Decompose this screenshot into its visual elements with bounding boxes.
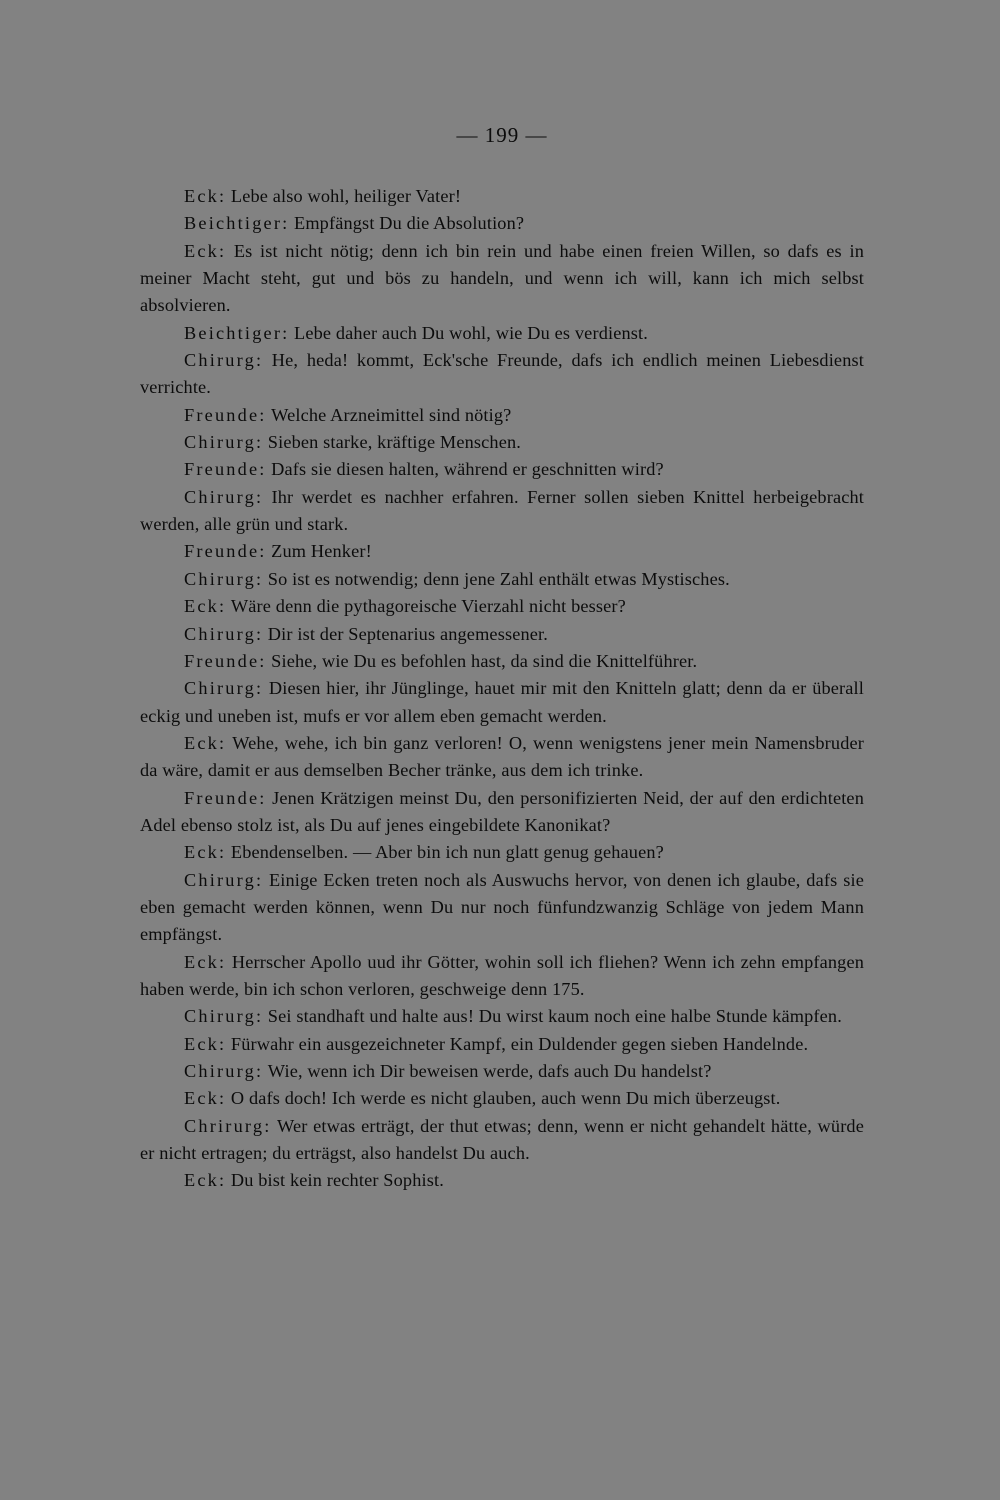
speech-text: He, heda! kommt, Eck'sche Freunde, dafs ich endlich meinen Liebesdienst verrichte. <box>140 350 864 398</box>
dialogue-paragraph <box>140 484 864 539</box>
dialogue-paragraph <box>140 785 864 840</box>
speech-text: So ist es notwendig; denn jene Zahl enthält etwas Mystisches. <box>267 568 730 589</box>
speech-text: Siehe, wie Du es befohlen hast, da sind die Knittelführer. <box>271 650 698 671</box>
book-page <box>140 120 864 1195</box>
dialogue-paragraph <box>140 839 864 866</box>
speaker-name: Chirurg: <box>184 1006 264 1027</box>
dialogue-paragraph <box>140 183 864 210</box>
speaker-name: Chirurg: <box>184 432 264 453</box>
dialogue-paragraph <box>140 1167 864 1194</box>
speech-text: Lebe daher auch Du wohl, wie Du es verdienst. <box>294 322 648 343</box>
speaker-name: Beichtiger: <box>184 322 290 343</box>
speech-text: Welche Arzneimittel sind nötig? <box>271 404 512 425</box>
speaker-name: Chirurg: <box>184 623 264 644</box>
speech-text: Sei standhaft und halte aus! Du wirst kaum noch eine halbe Stunde kämpfen. <box>267 1006 842 1027</box>
speaker-name: Eck: <box>184 842 227 863</box>
dialogue-paragraph <box>140 320 864 347</box>
dialogue-paragraph <box>140 949 864 1004</box>
dialogue-paragraph <box>140 1003 864 1030</box>
speech-text: Du bist kein rechter Sophist. <box>230 1170 444 1191</box>
speaker-name: Chirurg: <box>184 678 264 699</box>
speech-text: Es ist nicht nötig; denn ich bin rein und habe einen freien Willen, so dafs es in meiner Macht steht, gut und bös zu handeln, und wenn ich will, kann ich mich selbst absolvieren. <box>140 240 864 316</box>
speech-text: Ihr werdet es nachher erfahren. Ferner sollen sieben Knittel herbeigebracht werden, alle grün und stark. <box>140 486 864 535</box>
dialogue-paragraph <box>140 593 864 620</box>
dialogue-paragraph <box>140 648 864 675</box>
dialogue-paragraph <box>140 538 864 565</box>
dialogue-paragraph <box>140 867 864 949</box>
dialogue-paragraph <box>140 347 864 402</box>
speech-text: Diesen hier, ihr Jünglinge, hauet mir mit den Knitteln glatt; denn da er überall eckig und uneben ist, mufs er vor allem eben gemacht werden. <box>140 678 865 726</box>
speaker-name: Chirurg: <box>184 869 264 890</box>
dialogue-paragraph <box>140 730 864 785</box>
dialogue-paragraph <box>140 1058 864 1085</box>
dialogue-paragraph <box>140 210 864 237</box>
speaker-name: Freunde: <box>184 541 267 562</box>
dialogue-paragraph <box>140 1085 864 1112</box>
speech-text: Zum Henker! <box>271 541 372 562</box>
speech-text: Dafs sie diesen halten, während er geschnitten wird? <box>271 459 664 480</box>
speech-text: Jenen Krätzigen meinst Du, den personifizierten Neid, der auf den erdichteten Adel ebenso stolz ist, als Du auf jenes eingebildete Kanonikat? <box>140 787 864 835</box>
speaker-name: Chirurg: <box>184 568 264 589</box>
speaker-name: Eck: <box>184 951 227 972</box>
speech-text: Wer etwas erträgt, der thut etwas; denn, wenn er nicht gehandelt hätte, würde er nicht ertragen; du erträgst, also handelst Du auch. <box>140 1115 864 1164</box>
dialogue-paragraph <box>140 1113 864 1168</box>
speech-text: Wehe, wehe, ich bin ganz verloren! O, wenn wenigstens jener mein Namensbruder da wäre, damit er aus demselben Becher tränke, aus dem ich trinke. <box>140 732 864 781</box>
speaker-name: Freunde: <box>184 404 267 425</box>
speaker-name: Eck: <box>184 1170 227 1191</box>
speech-text: Wäre denn die pythagoreische Vierzahl nicht besser? <box>230 596 626 617</box>
speaker-name: Freunde: <box>184 787 267 808</box>
dialogue-paragraph <box>140 402 864 429</box>
speech-text: Sieben starke, kräftige Menschen. <box>267 432 521 453</box>
speaker-name: Chirurg: <box>184 1061 264 1081</box>
speech-text: Herrscher Apollo uud ihr Götter, wohin soll ich fliehen? Wenn ich zehn empfangen haben werde, bin ich schon verloren, geschweige denn 175. <box>140 951 864 999</box>
dialogue-paragraph <box>140 621 864 648</box>
speaker-name: Freunde: <box>184 459 267 480</box>
speaker-name: Eck: <box>184 240 227 261</box>
speaker-name: Eck: <box>184 596 227 617</box>
speech-text: Wie, wenn ich Dir beweisen werde, dafs auch Du handelst? <box>267 1061 712 1081</box>
speaker-name: Chirurg: <box>184 486 264 507</box>
dialogue-paragraph <box>140 429 864 456</box>
speech-text: Empfängst Du die Absolution? <box>294 213 525 234</box>
speaker-name: Eck: <box>184 1033 227 1054</box>
dialogue-paragraph <box>140 238 864 320</box>
dialogue-text <box>140 183 864 1195</box>
speech-text: Fürwahr ein ausgezeichneter Kampf, ein Duldender gegen sieben Handelnde. <box>230 1033 809 1054</box>
speaker-name: Beichtiger: <box>184 213 290 234</box>
speaker-name: Eck: <box>184 186 227 206</box>
speaker-name: Chirurg: <box>184 350 264 371</box>
dialogue-paragraph <box>140 456 864 483</box>
speaker-name: Eck: <box>184 732 227 753</box>
speech-text: Ebendenselben. — Aber bin ich nun glatt genug gehauen? <box>230 842 664 863</box>
speech-text: O dafs doch! Ich werde es nicht glauben, auch wenn Du mich überzeugst. <box>230 1088 781 1109</box>
dialogue-paragraph <box>140 566 864 593</box>
speaker-name: Chrirurg: <box>184 1115 272 1136</box>
speaker-name: Freunde: <box>184 650 267 671</box>
speaker-name: Eck: <box>184 1088 227 1109</box>
page-number: — 199 — <box>456 123 548 147</box>
speech-text: Lebe also wohl, heiliger Vater! <box>230 186 462 206</box>
dialogue-paragraph <box>140 675 864 730</box>
speech-text: Dir ist der Septenarius angemessener. <box>267 623 548 644</box>
dialogue-paragraph <box>140 1031 864 1058</box>
speech-text: Einige Ecken treten noch als Auswuchs hervor, von denen ich glaube, dafs sie eben gemacht werden können, wenn Du nur noch fünfundzwanzig Schläge von jedem Mann empfängst. <box>140 869 864 945</box>
